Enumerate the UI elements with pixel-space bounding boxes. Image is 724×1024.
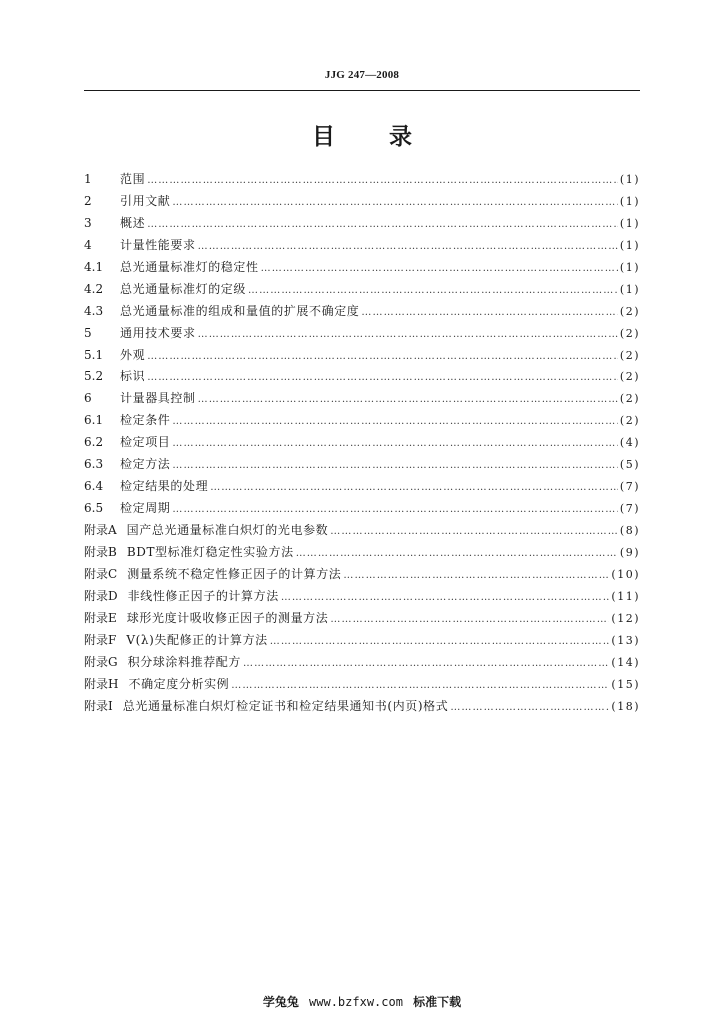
table-of-contents bbox=[84, 169, 640, 717]
toc-entry-title: 检定周期 bbox=[120, 501, 171, 516]
toc-entry-page: (18) bbox=[611, 699, 640, 713]
toc-entry-page: (7) bbox=[619, 502, 640, 516]
toc-entry-page: (14) bbox=[611, 655, 640, 669]
toc-entry-number: 附录A bbox=[84, 523, 117, 537]
title-char-1: 目 bbox=[312, 124, 335, 150]
toc-entry[interactable] bbox=[84, 674, 640, 696]
toc-entry-title: 总光通量标准白炽灯检定证书和检定结果通知书(内页)格式 bbox=[122, 698, 449, 713]
toc-leader-dots bbox=[330, 521, 618, 543]
toc-leader-dots bbox=[198, 324, 618, 346]
toc-entry-page: (9) bbox=[619, 545, 640, 559]
toc-entry-number: 6.4 bbox=[84, 479, 104, 494]
toc-entry-title: 通用技术要求 bbox=[120, 325, 196, 340]
toc-entry-number: 6 bbox=[84, 391, 92, 406]
toc-entry[interactable] bbox=[84, 279, 640, 301]
toc-entry-number: 6.5 bbox=[84, 501, 104, 516]
toc-entry-page: (7) bbox=[619, 480, 640, 494]
toc-entry-number: 6.3 bbox=[84, 457, 104, 472]
toc-entry[interactable] bbox=[84, 696, 640, 718]
toc-leader-dots bbox=[450, 697, 609, 719]
toc-entry-title: 非线性修正因子的计算方法 bbox=[127, 588, 279, 603]
toc-leader-dots bbox=[343, 565, 609, 587]
toc-entry-title: 计量器具控制 bbox=[120, 391, 196, 406]
toc-entry-number: 2 bbox=[84, 193, 92, 208]
toc-leader-dots bbox=[172, 433, 618, 455]
toc-entry-title: 总光通量标准的组成和量值的扩展不确定度 bbox=[120, 303, 360, 318]
toc-entry-title: 总光通量标准灯的稳定性 bbox=[120, 259, 259, 274]
toc-entry-title: 检定条件 bbox=[120, 413, 171, 428]
toc-entry[interactable] bbox=[84, 652, 640, 674]
toc-entry-number: 附录I bbox=[84, 698, 113, 713]
toc-entry-number: 5 bbox=[84, 325, 92, 340]
toc-entry[interactable] bbox=[84, 498, 640, 520]
toc-entry-page: (11) bbox=[611, 589, 640, 603]
toc-entry-page: (5) bbox=[619, 458, 640, 472]
toc-entry[interactable] bbox=[84, 542, 640, 564]
toc-entry-page: (2) bbox=[619, 392, 640, 406]
toc-entry-title: 检定方法 bbox=[120, 457, 171, 472]
toc-entry[interactable] bbox=[84, 432, 640, 454]
toc-leader-dots bbox=[231, 675, 609, 697]
toc-leader-dots bbox=[147, 214, 618, 236]
footer-watermark bbox=[0, 993, 724, 1010]
toc-entry-page: (1) bbox=[619, 282, 640, 296]
toc-entry-title: 不确定度分析实例 bbox=[128, 676, 230, 691]
toc-entry-number: 1 bbox=[84, 172, 92, 186]
toc-entry-number: 附录F bbox=[84, 632, 117, 647]
toc-entry[interactable] bbox=[84, 366, 640, 388]
toc-entry-page: (12) bbox=[611, 611, 640, 625]
toc-entry[interactable] bbox=[84, 235, 640, 257]
toc-entry[interactable] bbox=[84, 345, 640, 367]
toc-entry-title: 检定项目 bbox=[120, 435, 171, 450]
toc-entry-page: (10) bbox=[611, 567, 640, 581]
toc-entry-number: 附录C bbox=[84, 566, 118, 581]
toc-entry-page: (4) bbox=[619, 436, 640, 450]
toc-entry-title: 范围 bbox=[120, 172, 146, 186]
toc-leader-dots bbox=[248, 280, 618, 302]
toc-entry-title: BDT型标准灯稳定性实验方法 bbox=[126, 544, 294, 559]
toc-leader-dots bbox=[198, 236, 618, 258]
toc-entry[interactable] bbox=[84, 586, 640, 608]
toc-leader-dots bbox=[243, 653, 609, 675]
toc-entry[interactable] bbox=[84, 630, 640, 652]
toc-entry-page: (1) bbox=[619, 216, 640, 230]
toc-entry-page: (8) bbox=[619, 524, 640, 537]
toc-entry-page: (1) bbox=[619, 260, 640, 274]
toc-entry[interactable] bbox=[84, 301, 640, 323]
toc-entry-page: (2) bbox=[619, 348, 640, 362]
footer-brand: 学兔兔 bbox=[262, 995, 299, 1009]
toc-entry-number: 附录G bbox=[84, 654, 118, 669]
toc-entry-title: 国产总光通量标准白炽灯的光电参数 bbox=[126, 523, 329, 537]
toc-entry-number: 4.1 bbox=[84, 259, 104, 274]
toc-entry-number: 4 bbox=[84, 237, 92, 252]
toc-entry-page: (1) bbox=[619, 194, 640, 208]
toc-leader-dots bbox=[172, 499, 618, 521]
toc-entry[interactable] bbox=[84, 169, 640, 191]
toc-entry-page: (13) bbox=[611, 633, 640, 647]
toc-entry-title: 积分球涂料推荐配方 bbox=[127, 654, 241, 669]
toc-entry-title: 引用文献 bbox=[120, 193, 171, 208]
toc-entry-title: 外观 bbox=[120, 347, 146, 362]
toc-entry-title: 计量性能要求 bbox=[120, 237, 196, 252]
toc-entry-page: (1) bbox=[619, 173, 640, 186]
toc-entry-number: 6.2 bbox=[84, 435, 104, 450]
toc-leader-dots bbox=[172, 455, 618, 477]
toc-leader-dots bbox=[296, 543, 618, 565]
toc-entry[interactable] bbox=[84, 520, 640, 542]
toc-leader-dots bbox=[210, 477, 618, 499]
toc-entry-number: 5.2 bbox=[84, 369, 104, 384]
toc-entry-number: 3 bbox=[84, 215, 92, 230]
toc-entry[interactable] bbox=[84, 410, 640, 432]
header-rule bbox=[84, 90, 640, 91]
title-char-2: 录 bbox=[389, 124, 412, 150]
document-code: JJG 247—2008 bbox=[324, 69, 400, 81]
toc-leader-dots bbox=[261, 258, 618, 280]
toc-entry-page: (2) bbox=[619, 370, 640, 384]
toc-entry[interactable] bbox=[84, 608, 640, 630]
toc-entry-page: (2) bbox=[619, 414, 640, 428]
toc-entry[interactable] bbox=[84, 213, 640, 235]
toc-entry[interactable] bbox=[84, 191, 640, 213]
toc-leader-dots bbox=[172, 411, 618, 433]
toc-entry[interactable] bbox=[84, 257, 640, 279]
toc-entry-number: 附录B bbox=[84, 544, 117, 559]
toc-entry-number: 5.1 bbox=[84, 347, 104, 362]
toc-entry[interactable] bbox=[84, 476, 640, 498]
toc-entry-number: 附录E bbox=[84, 610, 117, 625]
footer-label: 标准下载 bbox=[413, 995, 462, 1009]
toc-entry-title: 总光通量标准灯的定级 bbox=[120, 281, 247, 296]
toc-entry-page: (1) bbox=[619, 238, 640, 252]
toc-entry[interactable] bbox=[84, 388, 640, 410]
toc-leader-dots bbox=[330, 609, 609, 631]
page-title bbox=[0, 118, 724, 151]
toc-leader-dots bbox=[172, 192, 618, 214]
toc-leader-dots bbox=[147, 346, 618, 368]
toc-entry-title: 概述 bbox=[120, 215, 146, 230]
toc-entry[interactable] bbox=[84, 323, 640, 345]
toc-entry-page: (15) bbox=[611, 677, 640, 691]
footer-url[interactable]: www.bzfxw.com bbox=[309, 995, 403, 1009]
toc-entry-title: 测量系统不稳定性修正因子的计算方法 bbox=[127, 566, 342, 581]
toc-leader-dots bbox=[147, 170, 618, 192]
toc-entry-number: 4.2 bbox=[84, 281, 104, 296]
toc-entry-number: 6.1 bbox=[84, 413, 104, 428]
toc-entry-title: 球形光度计吸收修正因子的测量方法 bbox=[126, 610, 329, 625]
toc-leader-dots bbox=[281, 587, 610, 609]
toc-entry-page: (2) bbox=[619, 326, 640, 340]
toc-leader-dots bbox=[198, 389, 618, 411]
toc-entry-title: 检定结果的处理 bbox=[120, 479, 209, 494]
toc-entry-page: (2) bbox=[619, 304, 640, 318]
toc-leader-dots bbox=[147, 367, 618, 389]
toc-entry[interactable] bbox=[84, 454, 640, 476]
toc-leader-dots bbox=[270, 631, 610, 653]
toc-entry-title: 标识 bbox=[120, 369, 146, 384]
toc-entry-number: 4.3 bbox=[84, 303, 104, 318]
toc-entry-number: 附录H bbox=[84, 676, 119, 691]
toc-entry[interactable] bbox=[84, 564, 640, 586]
toc-leader-dots bbox=[361, 302, 618, 324]
toc-entry-title: V(λ)失配修正的计算方法 bbox=[126, 632, 268, 647]
toc-entry-number: 附录D bbox=[84, 588, 118, 603]
